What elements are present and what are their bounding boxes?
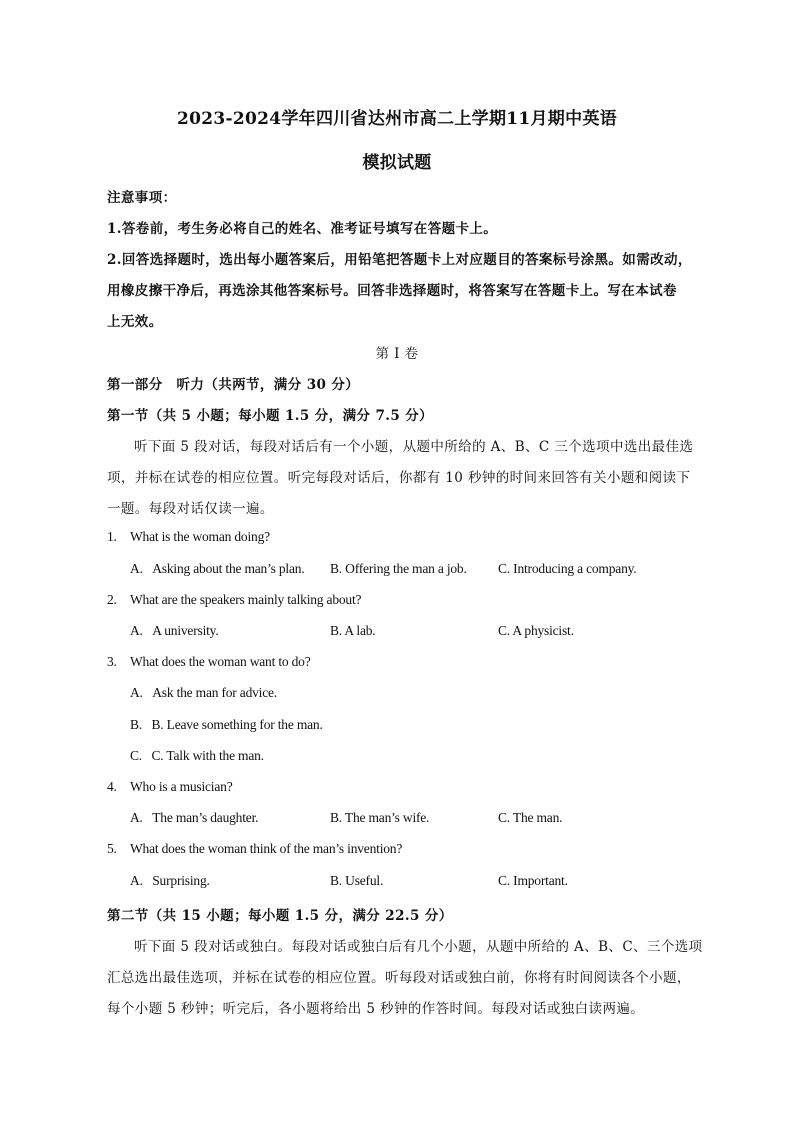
option-c: C. Introducing a company. [498, 561, 637, 576]
question-text: What is the woman doing? [130, 529, 270, 544]
section1-instruction-line3: 一题。每段对话仅读一遍。 [107, 501, 274, 517]
notice-item-2-line1: 2.回答选择题时，选出每小题答案后，用铅笔把答题卡上对应题目的答案标号涂黑。如需改动， [107, 252, 692, 268]
section2-instruction-line3: 每个小题 5 秒钟；听完后，各小题将给出 5 秒钟的作答时间。每段对话或独白读两遍。 [107, 1001, 645, 1017]
exam-title-line2: 模拟试题 [362, 153, 432, 173]
question-number: 4. [107, 779, 117, 794]
question-text: What does the woman want to do? [130, 654, 311, 669]
section1-instruction-line1: 听下面 5 段对话，每段对话后有一个小题，从题中所给的 A、B、C 三个选项中选出最佳选 [134, 439, 694, 455]
option-c: C. C. Talk with the man. [130, 748, 264, 763]
question-number: 3. [107, 654, 117, 669]
notice-heading: 注意事项： [107, 190, 177, 206]
notice-item-2-line2: 用橡皮擦干净后，再选涂其他答案标号。回答非选择题时，将答案写在答题卡上。写在本试卷 [107, 283, 677, 299]
section2-instruction-line2: 汇总选出最佳选项，并标在试卷的相应位置。听每段对话或独白前，你将有时间阅读各个小题， [107, 970, 691, 986]
option-c: C. The man. [498, 810, 563, 825]
question-text: Who is a musician? [130, 779, 233, 794]
part1-heading: 第一部分 听力（共两节，满分 30 分） [107, 377, 360, 393]
section2-instruction-line1: 听下面 5 段对话或独白。每段对话或独白后有几个小题，从题中所给的 A、B、C、三个选项 [134, 939, 703, 955]
option-b: B. A lab. [330, 623, 376, 638]
option-c: C. A physicist. [498, 623, 574, 638]
option-c: C. Important. [498, 873, 568, 888]
option-b: B. Offering the man a job. [330, 561, 467, 576]
option-a: A. Asking about the man’s plan. [130, 561, 305, 576]
option-b: B. The man’s wife. [330, 810, 430, 825]
section2-heading: 第二节（共 15 小题；每小题 1.5 分，满分 22.5 分） [107, 908, 453, 924]
option-a: A. A university. [130, 623, 219, 638]
option-a: A. Ask the man for advice. [130, 685, 277, 700]
question-text: What are the speakers mainly talking about? [130, 592, 362, 607]
option-b: B. Useful. [330, 873, 384, 888]
question-number: 2. [107, 592, 117, 607]
question-number: 5. [107, 841, 117, 856]
option-b: B. B. Leave something for the man. [130, 717, 323, 732]
option-a: A. The man’s daughter. [130, 810, 259, 825]
question-number: 1. [107, 529, 117, 544]
notice-item-2-line3: 上无效。 [107, 314, 163, 330]
exam-title-line1: 2023-2024学年四川省达州市高二上学期11月期中英语 [176, 109, 618, 129]
question-text: What does the woman think of the man’s invention? [130, 841, 403, 856]
section1-heading: 第一节（共 5 小题；每小题 1.5 分，满分 7.5 分） [107, 408, 434, 424]
volume-label: 第 I 卷 [375, 346, 419, 362]
section1-instruction-line2: 项，并标在试卷的相应位置。听完每段对话后，你都有 10 秒钟的时间来回答有关小题和阅读下 [107, 470, 691, 486]
notice-item-1: 1.答卷前，考生务必将自己的姓名、准考证号填写在答题卡上。 [107, 221, 498, 237]
option-a: A. Surprising. [130, 873, 210, 888]
